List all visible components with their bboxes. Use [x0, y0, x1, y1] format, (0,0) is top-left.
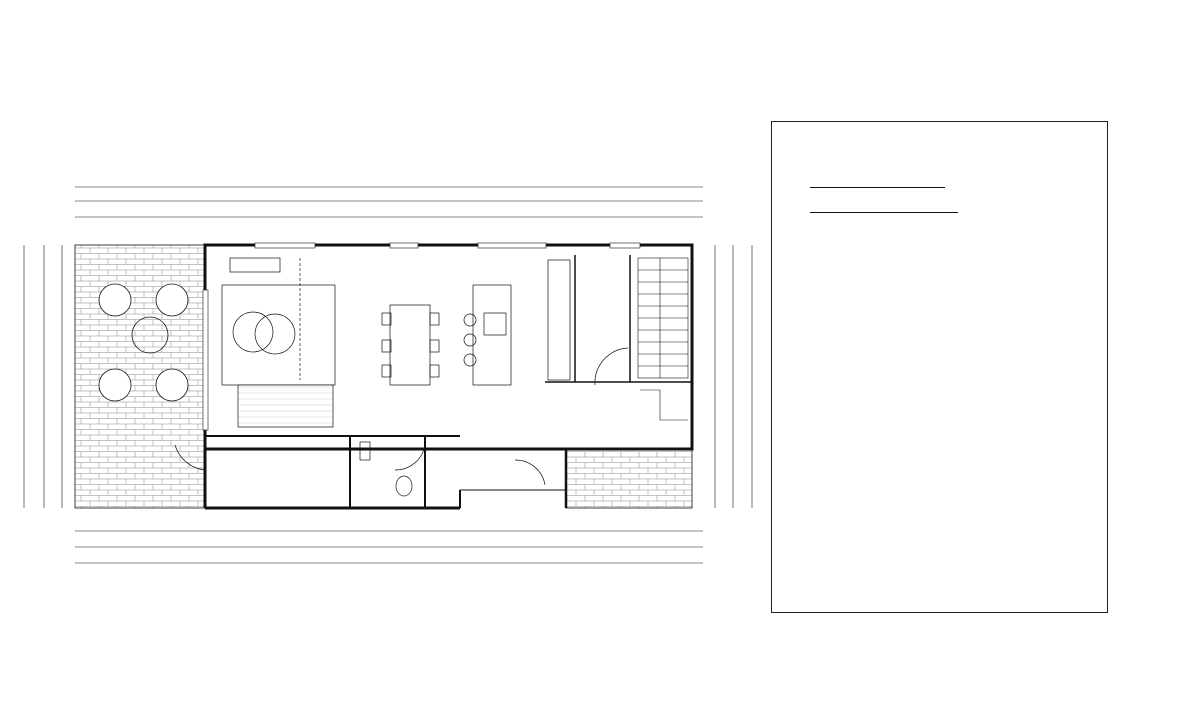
dimension-chain-bottom [75, 531, 703, 563]
staircase [638, 258, 688, 420]
dimension-chain-top [75, 187, 703, 217]
legend-title-underline [810, 187, 945, 188]
area-legend [771, 121, 1108, 613]
legend-subtitle-underline [810, 212, 958, 213]
living-furniture [222, 258, 570, 427]
entrance-paving [566, 449, 692, 508]
